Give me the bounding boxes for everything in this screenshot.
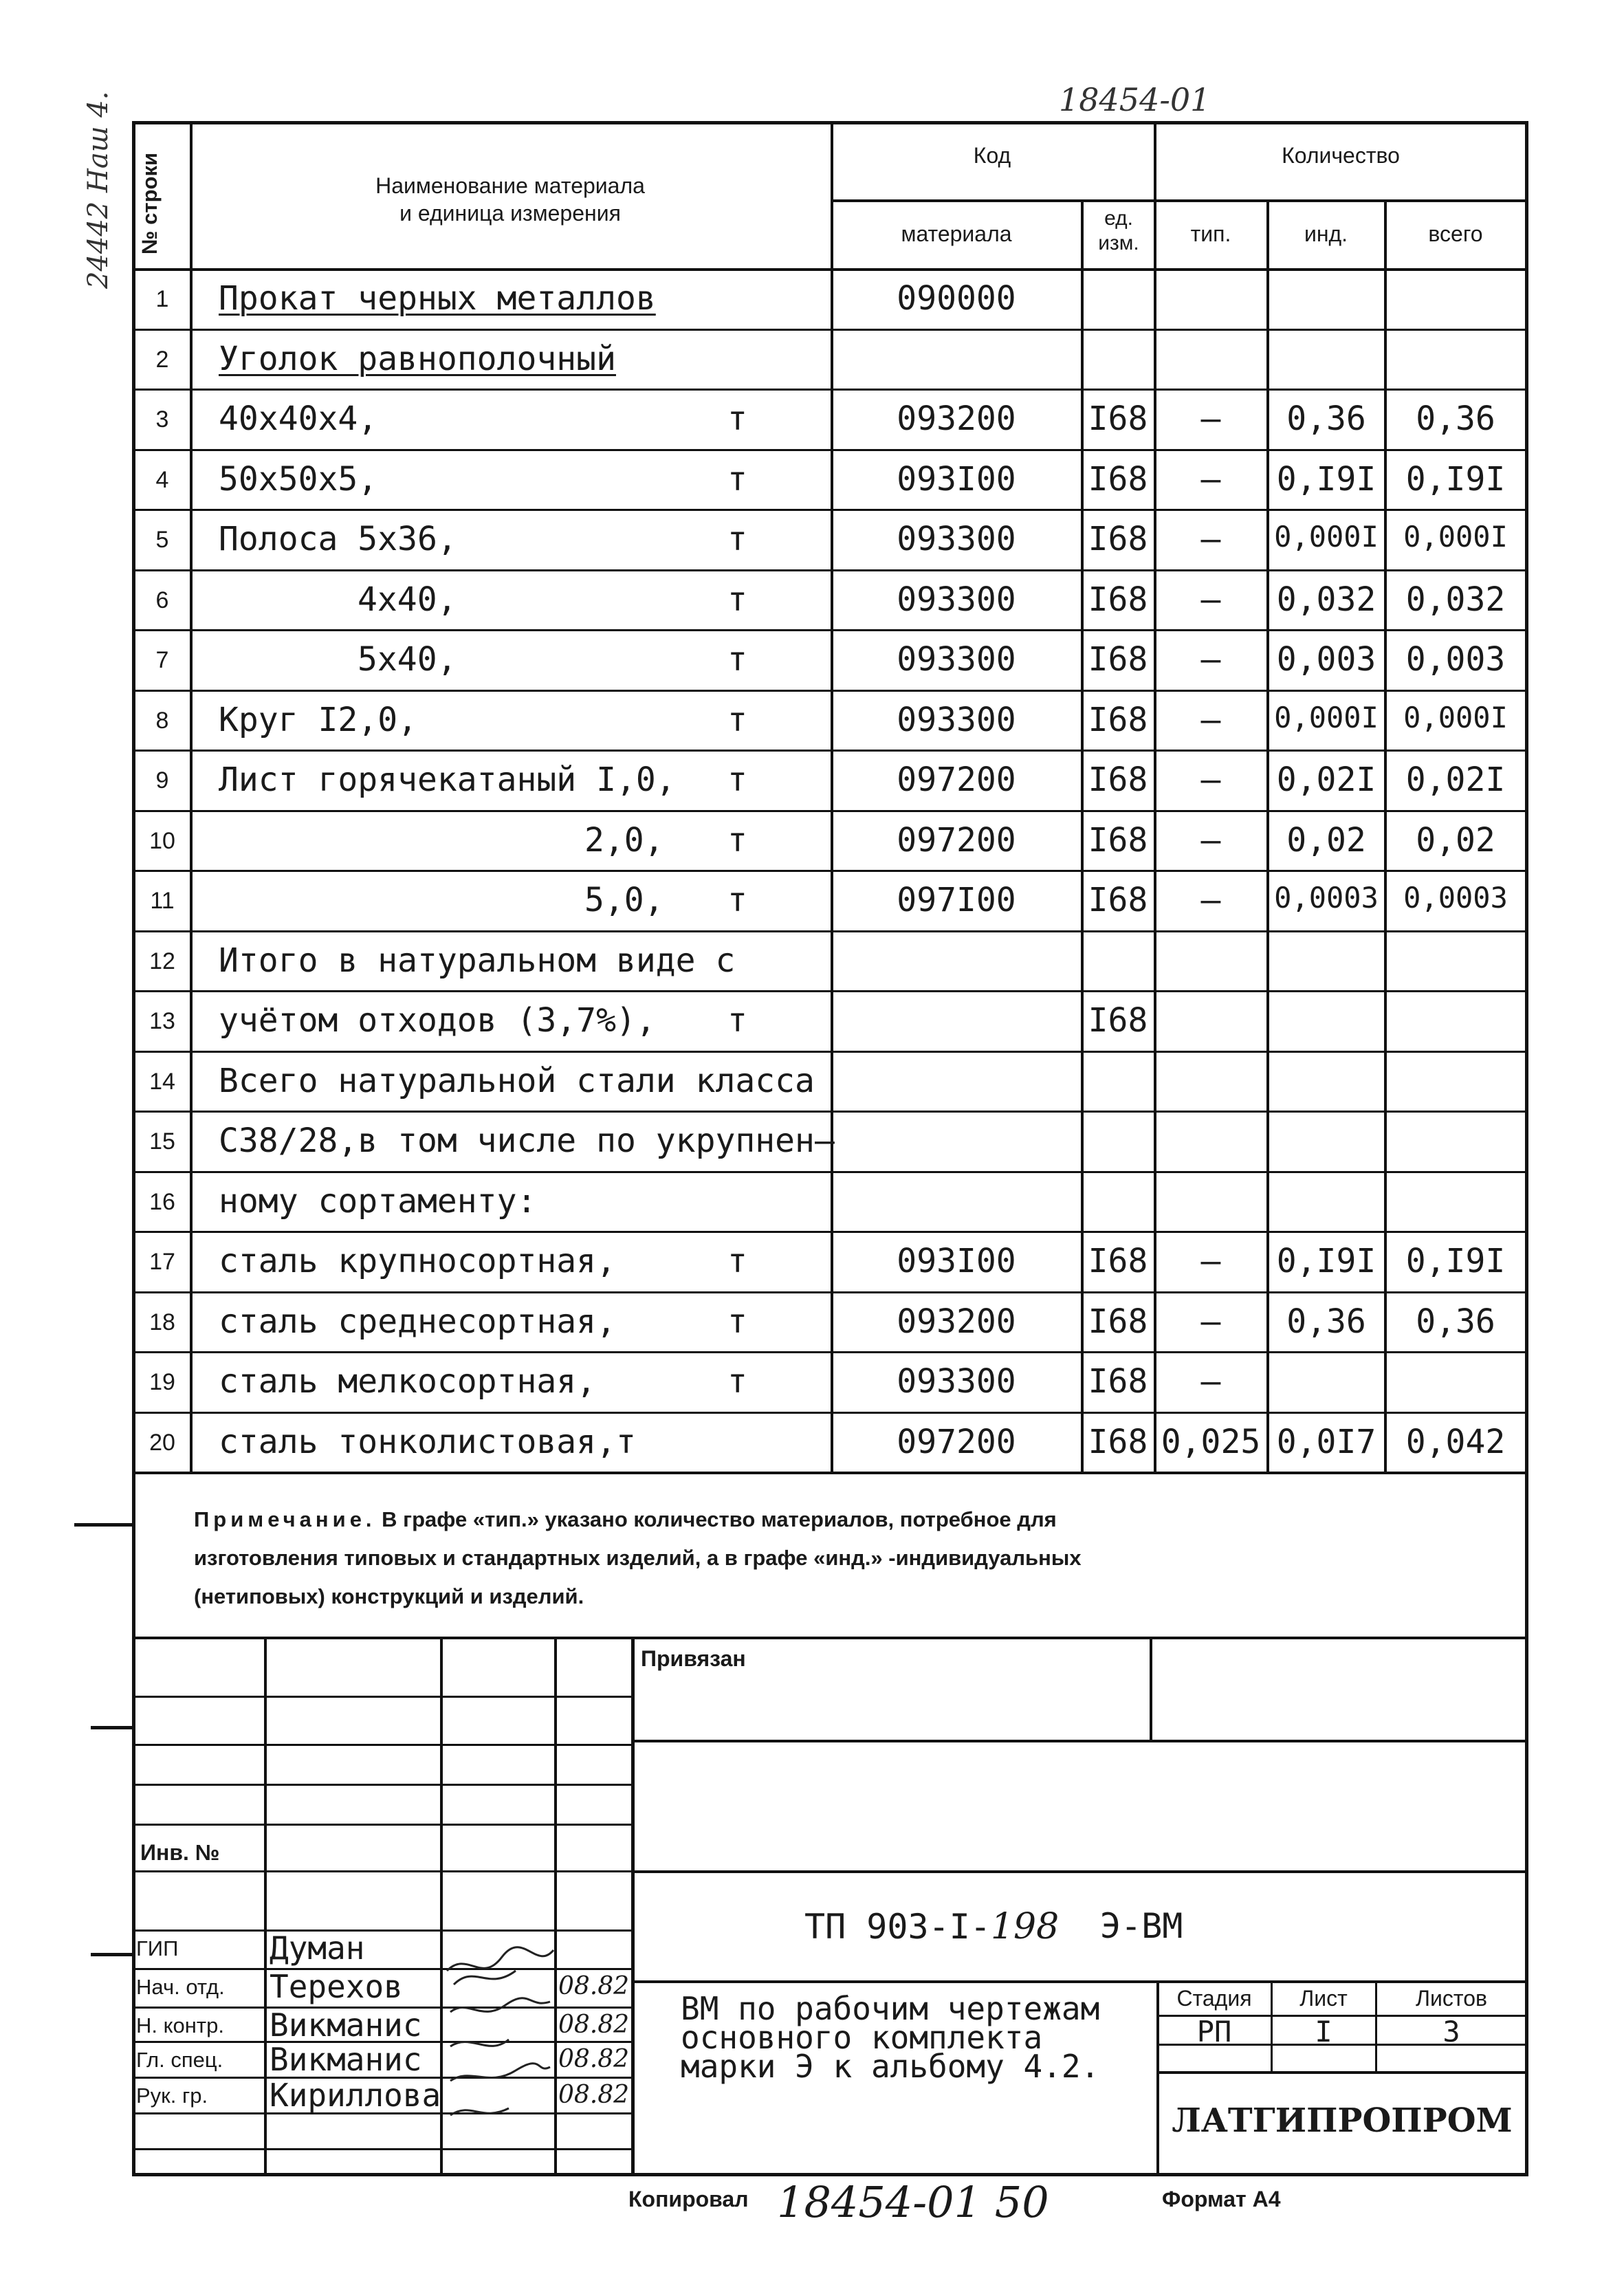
material-name: Полоса 5х36, (219, 520, 457, 558)
margin-tick (91, 1953, 133, 1956)
material-unit: т (727, 459, 747, 499)
sign-date: 08.82 (558, 2011, 630, 2039)
sheets-value: 3 (1442, 2015, 1460, 2048)
row-number: 4 (155, 466, 169, 493)
note-line-1: В графе «тип.» указано количество материалов, потребное для (375, 1507, 1057, 1531)
qty-individual: 0,000I (1274, 520, 1379, 554)
qty-individual: 0,000I (1274, 700, 1379, 734)
material-name: Всего натуральной стали класса (219, 1061, 815, 1100)
material-code: 097I00 (897, 881, 1016, 919)
qty-individual: 0,36 (1286, 1302, 1366, 1341)
row-number: 5 (155, 527, 169, 553)
qty-total: 0,000I (1403, 700, 1508, 734)
qty-individual: 0,I9I (1276, 1242, 1376, 1280)
format-label: Формат А4 (1162, 2187, 1281, 2211)
person-name: Терехов (270, 1968, 403, 2005)
qty-typical: – (1200, 761, 1221, 799)
material-name: сталь тонколистовая,т (219, 1422, 636, 1461)
signatures-scribble (440, 1943, 561, 2150)
material-name: учётом отходов (3,7%), (219, 1001, 656, 1040)
role-label: ГИП (136, 1936, 179, 1960)
qty-total: 0,36 (1416, 1302, 1495, 1341)
material-name: Уголок равнополочный (219, 339, 616, 378)
material-unit: т (727, 881, 747, 919)
unit-code: I68 (1088, 881, 1148, 919)
unit-code: I68 (1088, 1242, 1148, 1280)
qty-individual: 0,I9I (1276, 459, 1376, 499)
unit-code: I68 (1088, 640, 1148, 679)
qty-total: 0,000I (1403, 520, 1508, 554)
material-name: ному сортаменту: (219, 1181, 537, 1221)
organization-name: ЛАТГИПРОПРОМ (1172, 2101, 1513, 2140)
handwritten-doc-number: 18454-01 (1059, 81, 1211, 118)
header-qty-typ: тип. (1190, 221, 1231, 246)
material-unit: т (727, 520, 747, 558)
material-code: 093I00 (897, 1242, 1016, 1280)
row-number: 18 (149, 1309, 175, 1335)
unit-code: I68 (1088, 700, 1148, 739)
row-number: 1 (155, 286, 169, 312)
material-code: 093300 (897, 1362, 1016, 1401)
qty-total: 0,042 (1405, 1422, 1506, 1461)
qty-typical: – (1200, 580, 1221, 619)
material-unit: т (727, 820, 747, 860)
header-code: Код (973, 143, 1011, 168)
privyazan-label: Привязан (641, 1646, 746, 1671)
sign-date: 08.82 (558, 2045, 630, 2073)
material-name: 40х40х4, (219, 400, 378, 438)
material-name: сталь крупносортная, (219, 1242, 616, 1280)
unit-code: I68 (1088, 1001, 1148, 1040)
material-name: 5,0, (584, 881, 664, 919)
material-code: 093300 (897, 640, 1016, 679)
document-code: ТП 903-I-198 (804, 1906, 1060, 1947)
material-code: 093I00 (897, 459, 1016, 499)
sign-date: 08.82 (558, 1972, 630, 2000)
material-code: 090000 (897, 279, 1016, 318)
qty-total: 0,0003 (1403, 881, 1508, 915)
material-name: 5х40, (358, 640, 457, 679)
role-label: Гл. спец. (136, 2048, 223, 2072)
qty-typical: – (1200, 400, 1221, 438)
margin-tick (74, 1523, 133, 1527)
unit-code: I68 (1088, 400, 1148, 438)
qty-total: 0,36 (1416, 400, 1495, 438)
header-code-material: материала (901, 221, 1012, 246)
row-number: 8 (155, 707, 169, 734)
person-name: Думан (270, 1929, 365, 1967)
material-code: 093300 (897, 520, 1016, 558)
material-unit: т (727, 1362, 747, 1401)
row-number: 3 (155, 406, 169, 433)
header-material-name: Наименование материала и единица измерения (375, 173, 645, 226)
stage-label: Стадия (1176, 1986, 1252, 2011)
material-code: 093200 (897, 1302, 1016, 1341)
person-name: Викманис (270, 2041, 422, 2078)
qty-total: 0,003 (1405, 640, 1506, 679)
inventory-number-label: Инв. № (140, 1840, 220, 1865)
material-name: Лист горячекатаный I,0, (219, 761, 676, 799)
note-line-3: (нетиповых) конструкций и изделий. (194, 1584, 584, 1608)
qty-individual: 0,0003 (1274, 881, 1379, 915)
qty-individual: 0,02 (1286, 820, 1366, 860)
material-name: С38/28,в том числе по укрупнен– (219, 1122, 835, 1160)
qty-individual: 0,02I (1276, 761, 1376, 799)
unit-code: I68 (1088, 459, 1148, 499)
header-code-unit: ед. изм. (1098, 207, 1139, 254)
header-qty-ind: инд. (1304, 221, 1348, 246)
material-code: 097200 (897, 761, 1016, 799)
sheet-value: I (1315, 2015, 1332, 2048)
row-number: 17 (149, 1249, 175, 1275)
unit-code: I68 (1088, 1422, 1148, 1461)
material-unit: т (727, 580, 747, 619)
material-unit: т (727, 1302, 747, 1341)
material-code: 097200 (897, 820, 1016, 860)
material-name: Круг I2,0, (219, 700, 417, 739)
unit-code: I68 (1088, 761, 1148, 799)
qty-typical: – (1200, 1362, 1221, 1401)
row-number: 9 (155, 767, 169, 794)
material-name: сталь мелкосортная, (219, 1362, 597, 1401)
qty-total: 0,02I (1405, 761, 1506, 799)
row-number: 11 (150, 888, 175, 914)
material-code: 093300 (897, 700, 1016, 739)
material-unit: т (727, 1242, 747, 1280)
row-number: 14 (149, 1068, 175, 1095)
row-number: 20 (149, 1429, 175, 1456)
material-code: 097200 (897, 1422, 1016, 1461)
header-row-number: № строки (138, 152, 162, 254)
stage-value: РП (1196, 2015, 1232, 2048)
material-unit: т (727, 640, 747, 679)
material-name: сталь среднесортная, (219, 1302, 616, 1341)
document-description: ВМ по рабочим чертежам основного комплекта марки Э к альбому 4.2. (681, 1990, 1100, 2085)
qty-total: 0,032 (1405, 580, 1506, 619)
qty-typical: – (1200, 640, 1221, 679)
material-unit: т (727, 700, 747, 739)
header-quantity: Количество (1282, 143, 1400, 168)
qty-typical: – (1200, 459, 1221, 499)
sheets-label: Листов (1416, 1986, 1487, 2011)
qty-typical: – (1200, 1242, 1221, 1280)
row-number: 13 (149, 1008, 175, 1034)
material-name: 2,0, (584, 820, 664, 860)
unit-code: I68 (1088, 520, 1148, 558)
row-number: 19 (149, 1369, 175, 1395)
material-unit: т (727, 1001, 747, 1040)
unit-code: I68 (1088, 1302, 1148, 1341)
qty-typical: – (1200, 700, 1221, 739)
material-name: Прокат черных металлов (219, 279, 656, 318)
unit-code: I68 (1088, 580, 1148, 619)
role-label: Нач. отд. (136, 1975, 225, 1999)
row-number: 2 (155, 346, 169, 373)
qty-total: 0,I9I (1405, 459, 1506, 499)
margin-side-text: 24442 Наш 4. (83, 91, 114, 289)
qty-typical: – (1200, 820, 1221, 860)
row-number: 6 (155, 587, 169, 613)
person-name: Кириллова (270, 2077, 441, 2114)
qty-typical: – (1200, 881, 1221, 919)
sign-date: 08.82 (558, 2081, 630, 2109)
row-number: 7 (155, 647, 169, 673)
row-number: 10 (149, 827, 175, 854)
qty-individual: 0,003 (1276, 640, 1376, 679)
qty-total: 0,02 (1416, 820, 1495, 860)
material-code: 093300 (897, 580, 1016, 619)
role-label: Рук. гр. (136, 2084, 208, 2108)
material-name: Итого в натуральном виде с (219, 941, 736, 980)
material-unit: т (727, 400, 747, 438)
copied-label: Копировал (628, 2187, 749, 2211)
row-number: 12 (149, 948, 175, 974)
unit-code: I68 (1088, 820, 1148, 860)
margin-tick (91, 1726, 133, 1729)
qty-total: 0,I9I (1405, 1242, 1506, 1280)
header-qty-total: всего (1428, 221, 1483, 246)
note-line-2: изготовления типовых и стандартных изделий, а в графе «инд.» -индивидуальных (194, 1546, 1082, 1570)
document-mark: Э-ВМ (1100, 1906, 1183, 1946)
material-name: 50х50х5, (219, 459, 378, 499)
row-number: 16 (149, 1188, 175, 1215)
qty-typical: – (1200, 520, 1221, 558)
handwritten-copy-number: 18454-01 50 (777, 2177, 1049, 2227)
qty-individual: 0,36 (1286, 400, 1366, 438)
row-number: 15 (149, 1128, 175, 1155)
role-label: Н. контр. (136, 2013, 224, 2037)
person-name: Викманис (270, 2007, 422, 2044)
sheet-label: Лист (1299, 1986, 1348, 2011)
qty-typical: 0,025 (1161, 1422, 1261, 1461)
material-code: 093200 (897, 400, 1016, 438)
note-heading: Примечание. (194, 1507, 376, 1531)
material-name: 4х40, (358, 580, 457, 619)
material-unit: т (727, 761, 747, 799)
qty-individual: 0,0I7 (1276, 1422, 1376, 1461)
unit-code: I68 (1088, 1362, 1148, 1401)
qty-individual: 0,032 (1276, 580, 1376, 619)
qty-typical: – (1200, 1302, 1221, 1341)
